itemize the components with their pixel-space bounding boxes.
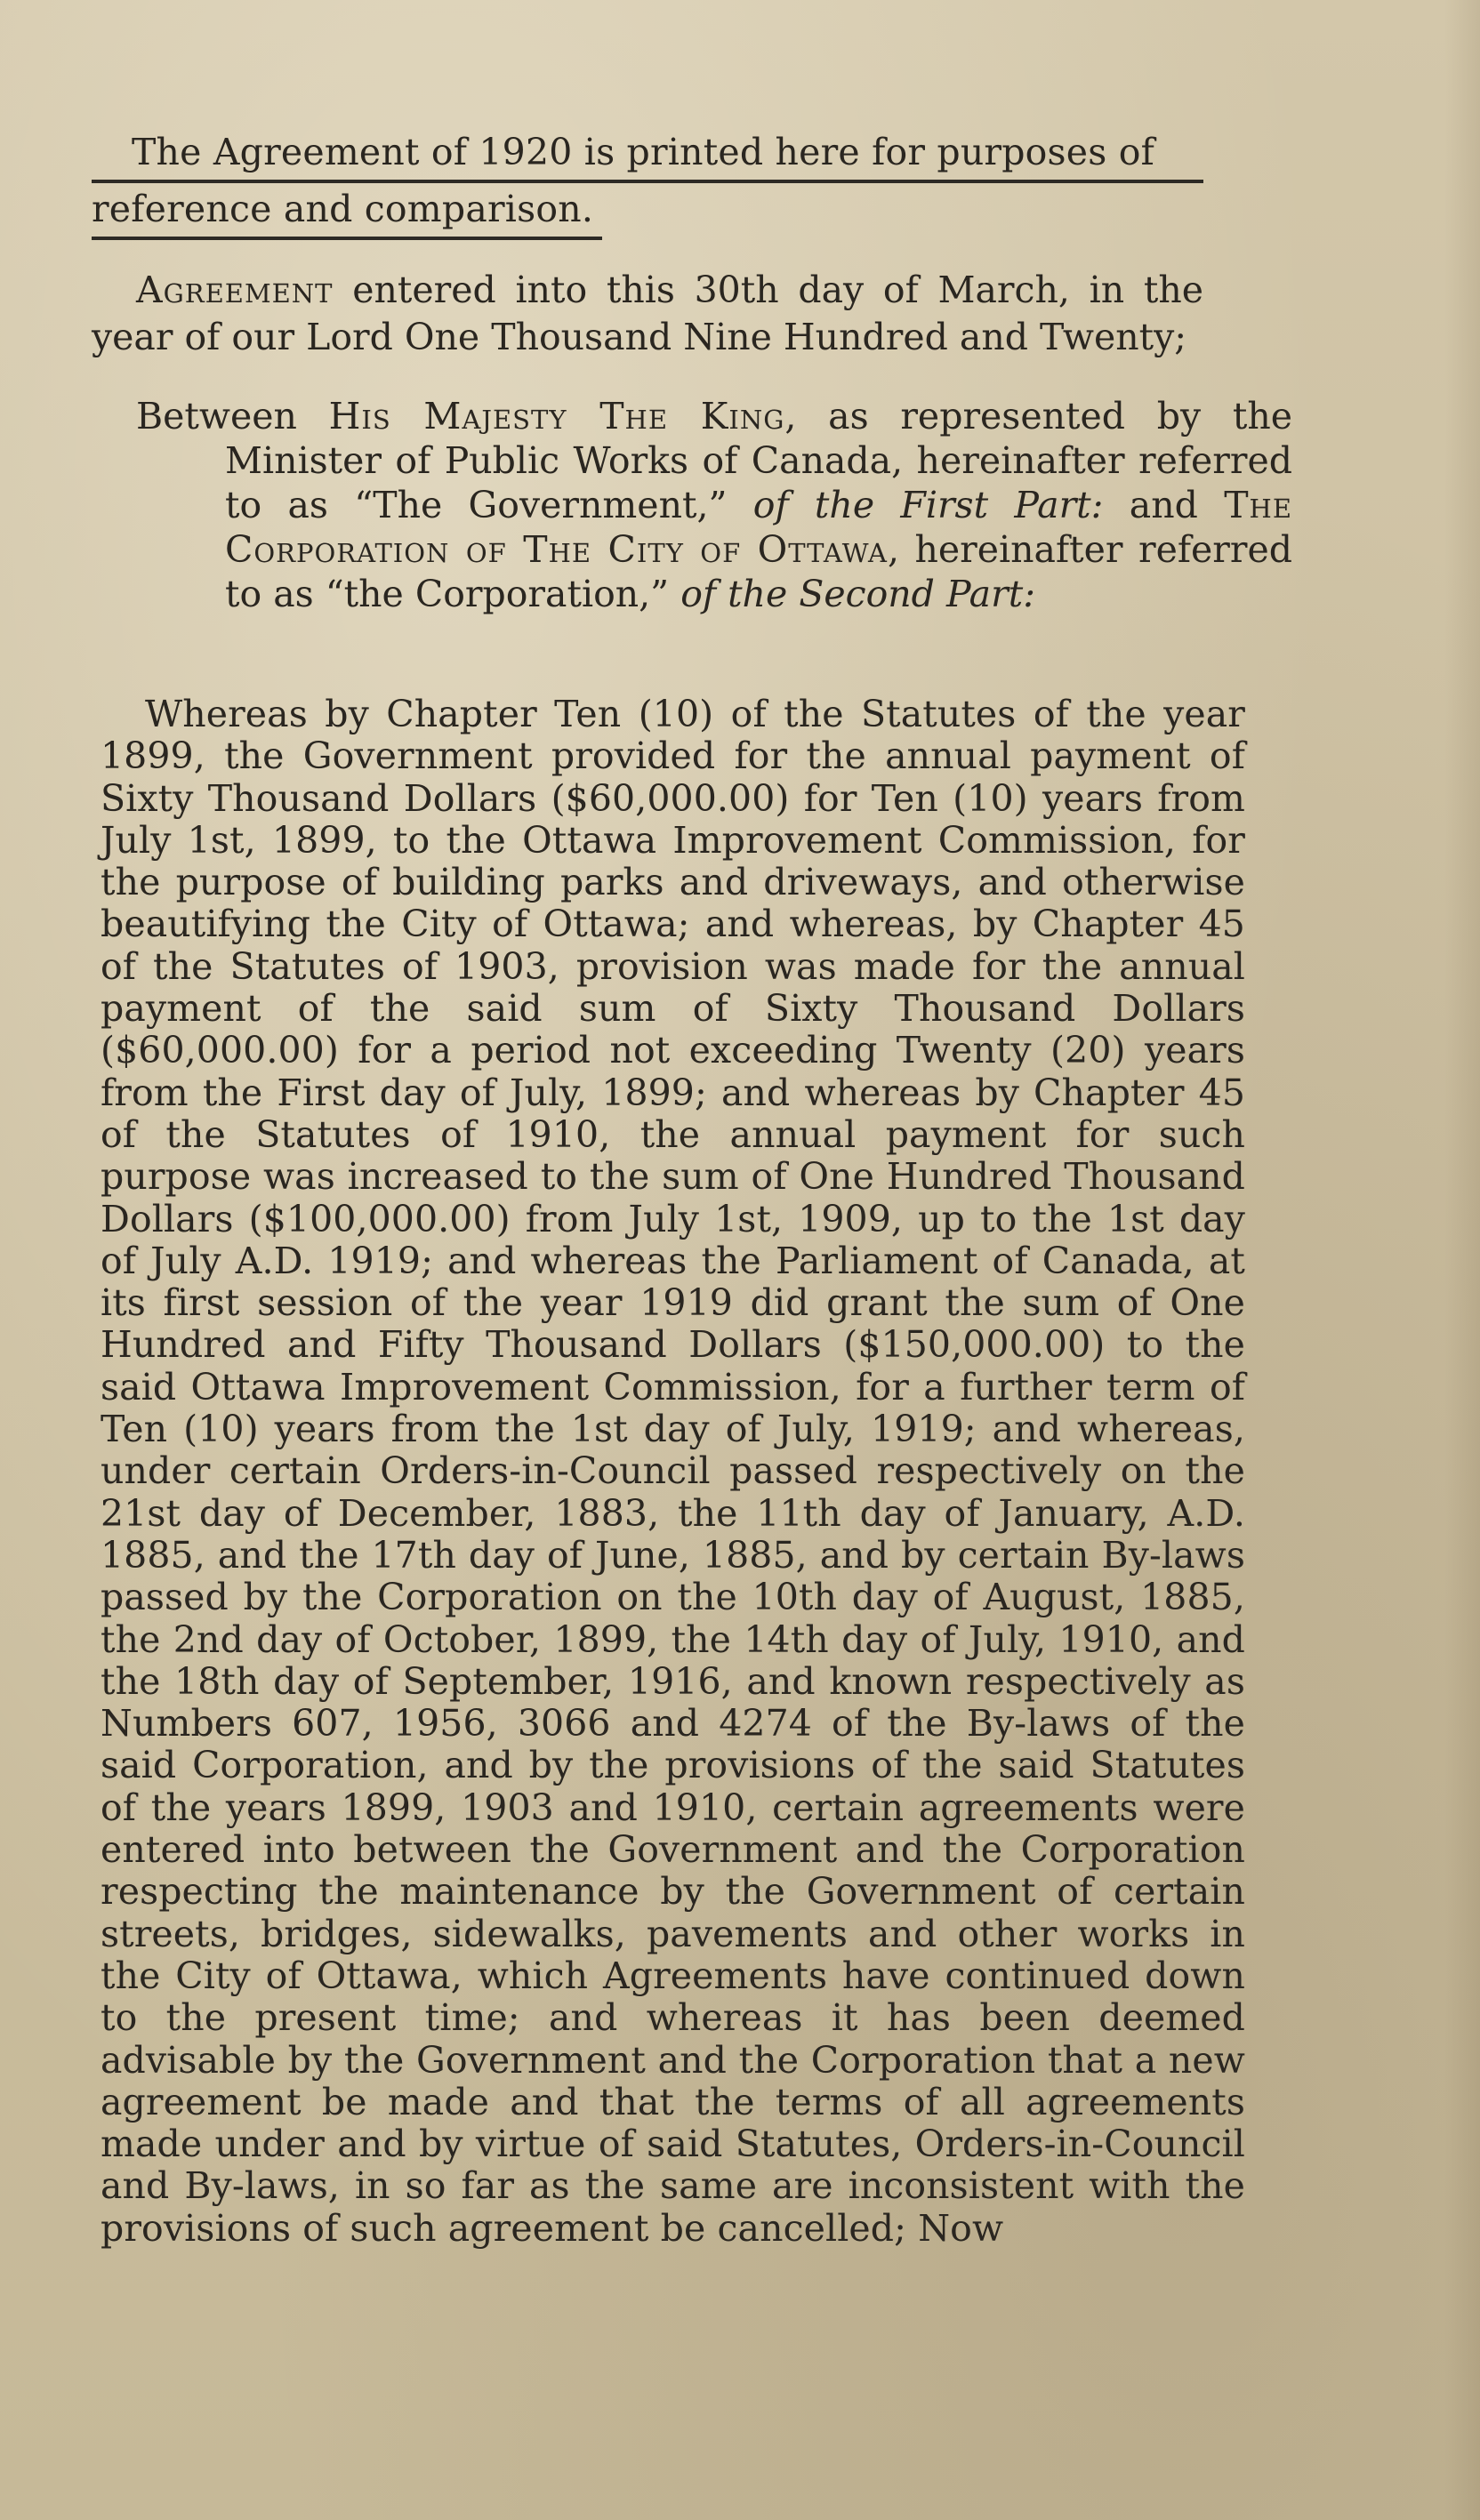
agreement-lead-word: Agreement bbox=[136, 269, 334, 311]
reference-note-line-2: reference and comparison. bbox=[92, 183, 602, 240]
agreement-intro-text: entered into this 30th day of March, in the year of our Lord One Thousand Nine Hundred and Twenty; bbox=[92, 269, 1203, 358]
second-part-label: of the Second Part: bbox=[680, 573, 1036, 615]
and-word: and bbox=[1103, 484, 1225, 526]
between-word: Between bbox=[136, 395, 329, 437]
reference-note bbox=[92, 126, 1203, 240]
agreement-intro bbox=[92, 267, 1203, 361]
page-edge-shadow bbox=[1444, 0, 1480, 2520]
referred-text: , hereinafter referred to as “the Corporation,” bbox=[225, 528, 1292, 615]
parties-clause bbox=[136, 394, 1292, 616]
represented-text: , as represented by the Minister of Public Works of Canada, hereinafter referred to as “The Government,” bbox=[225, 395, 1292, 526]
party-corporation: The Corporation of The City of Ottawa bbox=[225, 484, 1293, 571]
reference-note-line-1: The Agreement of 1920 is printed here for purposes of bbox=[92, 126, 1203, 183]
first-part-label: of the First Part: bbox=[752, 484, 1104, 526]
whereas-paragraph: Whereas by Chapter Ten (10) of the Statutes of the year 1899, the Government provided for the annual payment of Sixty Thousand Dollars ($60,000.00) for Ten (10) years from July 1st, 1899, to the Ottawa Improvement Commission, for the purpose of building parks and driveways, and otherwise beautifying the City of Ottawa; and whereas, by Chapter 45 of the Statutes of 1903, provision was made for the annual payment of the said sum of Sixty Thousand Dollars ($60,000.00) for a period not exceeding Twenty (20) years from the First day of July, 1899; and whereas by Chapter 45 of the Statutes of 1910, the annual payment for such purpose was increased to the sum of One Hundred Thousand Dollars ($100,000.00) from July 1st, 1909, up to the 1st day of July A.D. 1919; and whereas the Parliament of Canada, at its first session of the year 1919 did grant the sum of One Hundred and Fifty Thousand Dollars ($150,000.00) to the said Ottawa Improvement Commission, for a further term of Ten (10) years from the 1st day of July, 1919; and whereas, under certain Orders-in-Council passed respectively on the 21st day of December, 1883, the 11th day of January, A.D. 1885, and the 17th day of June, 1885, and by certain By-laws passed by the Corporation on the 10th day of August, 1885, the 2nd day of October, 1899, the 14th day of July, 1910, and the 18th day of September, 1916, and known respectively as Numbers 607, 1956, 3066 and 4274 of the By-laws of the said Corporation, and by the provisions of the said Statutes of the years 1899, 1903 and 1910, certain agreements were entered into between the Government and the Corporation respecting the maintenance by the Government of certain streets, bridges, sidewalks, pavements and other works in the City of Ottawa, which Agreements have continued down to the present time; and whereas it has been deemed advisable by the Government and the Corporation that a new agreement be made and that the terms of all agreements made under and by virtue of said Statutes, Orders-in-Council and By-laws, in so far as the same are inconsistent with the provisions of such agreement be cancelled; Now bbox=[101, 693, 1245, 2250]
party-king: His Majesty The King bbox=[328, 395, 785, 437]
